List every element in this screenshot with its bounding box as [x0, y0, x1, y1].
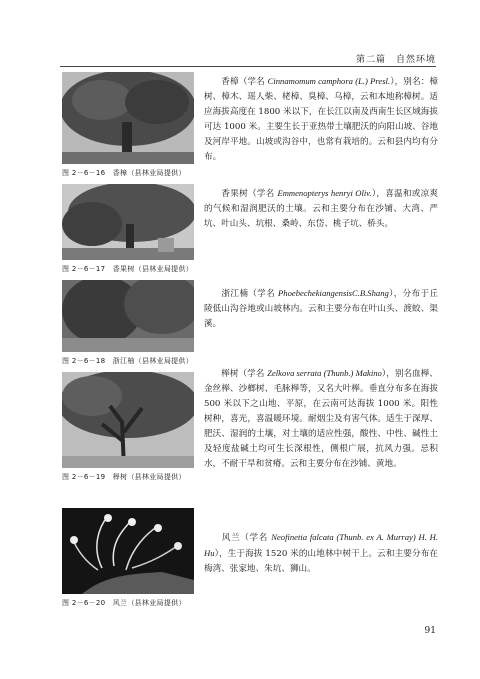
- species-entry-wind-orchid: 风兰（学名 Neofinetia falcata (Thunb. ex A. Murray) H. H. Hu），生于海拔 1520 米的山地林中树干上。云和主要分布在梅湾、张家地、朱坑、狮山。: [204, 532, 439, 574]
- figure-caption: 图 2－6－20 风兰（县林业局提供）: [62, 599, 186, 607]
- latin-name: Neofinetia falcata (Thunb. ex A. Murray) H. H. Hu: [204, 532, 438, 558]
- latin-name: Zelkova serrata (Thunb.) Makino: [267, 368, 382, 378]
- species-description: ，别名血榉、金丝榉、沙榔树、毛脉榉等，又名大叶榉。垂直分布多在海拔 500 米以下之山地、平原，在云南可达海拔 1000 米。阳性树种，喜光，喜温暖环境。耐烟尘及有害气体。适生于深厚、肥沃、湿润的土壤，对土壤的适应性强，酸性、中性、碱性土及轻度盐碱土均可生长深根性，侧根广展，抗风力强。忌积水，不耐干旱和贫瘠。云和主要分布在沙铺、黄地。: [204, 369, 438, 469]
- photo-zelkova-tree: [62, 372, 194, 468]
- species-name: 榉树: [221, 369, 239, 379]
- latin-name: PhoebechekiangensisC.B.Shang: [278, 288, 389, 298]
- latin-name: Emmenopterys henryi Oliv.: [277, 188, 372, 198]
- figure-caption: 图 2－6－17 香果树（县林业局提供）: [62, 265, 194, 273]
- species-name: 香果树: [221, 189, 248, 199]
- species-description: ，生于海拔 1520 米的山地林中树干上。云和主要分布在梅湾、张家地、朱坑、狮山。: [204, 549, 439, 574]
- photo-zhejiang-nanmu: [62, 280, 194, 352]
- species-description: ，喜温和或凉爽的气候和湿润肥沃的土壤。云和主要分布在沙铺、大湾、严坑、叶山头、坑根、桑岭、东岱、桃子坑、桥头。: [204, 189, 438, 229]
- photo-camphor-tree: [62, 72, 194, 164]
- species-name: 风兰: [221, 533, 241, 543]
- photo-wind-orchid: [62, 508, 194, 594]
- species-entry-zelkova: 榉树（学名 Zelkova serrata (Thunb.) Makino），别名血榉、金丝榉、沙榔树、毛脉榉等，又名大叶榉。垂直分布多在海拔 500 米以下之山地、平原，在云南可达海拔 1000 米。阳性树种，喜光，喜温暖环境。耐烟尘及有害气体。适生于深厚、肥沃、湿润的土壤，对土壤的适应性强，酸性、中性、碱性土及轻度盐碱土均可生长深根性，侧根广展，抗风力强。忌积水，不耐干旱和贫瘠。云和主要分布在沙铺、黄地。: [204, 368, 438, 469]
- species-entry-camphor: 香樟（学名 Cinnamomum camphora (L.) Presl.），别名：樟树、樟木、瑶人柴、栳樟、臭樟、乌樟，云和本地称樟树。适应海拔高度在 1800 米以下，在长江以南及西南生长区域海拔可达 1000 米。主要生长于亚热带土壤肥沃的向阳山坡、谷地及河岸平地。山坡或沟谷中，也常有栽培的。云和县内均有分布。: [204, 76, 438, 162]
- figure-caption: 图 2－6－19 榉树（县林业局提供）: [62, 473, 186, 481]
- species-description: ，分布于丘陵低山沟谷地或山坡林内。云和主要分布在叶山头、渡蛟、渠溪。: [204, 289, 438, 329]
- species-entry-zhejiang-nanmu: 浙江楠（学名 PhoebechekiangensisC.B.Shang），分布于丘陵低山沟谷地或山坡林内。云和主要分布在叶山头、渡蛟、渠溪。: [204, 288, 438, 329]
- figure-caption: 图 2－6－18 浙江柚（县林业局提供）: [62, 357, 194, 365]
- chapter-title: 第二篇 自然环境: [355, 55, 436, 65]
- latin-name: Cinnamomum camphora (L.) Presl.: [267, 76, 391, 86]
- species-description: ，别名：樟树、樟木、瑶人柴、栳樟、臭樟、乌樟，云和本地称樟树。适应海拔高度在 1800 米以下，在长江以南及西南生长区域海拔可达 1000 米。主要生长于亚热带土壤肥沃的向阳山坡、谷地及河岸平地。山坡或沟谷中，也常有栽培的。云和县内均有分布。: [204, 77, 438, 162]
- species-name: 浙江楠: [221, 289, 249, 299]
- species-name: 香樟: [221, 77, 239, 87]
- photo-emmenopterys-tree: [62, 184, 194, 260]
- header-rule: [60, 66, 436, 67]
- species-entry-emmenopterys: 香果树（学名 Emmenopterys henryi Oliv.），喜温和或凉爽的气候和湿润肥沃的土壤。云和主要分布在沙铺、大湾、严坑、叶山头、坑根、桑岭、东岱、桃子坑、桥头。: [204, 188, 438, 229]
- figure-caption: 图 2－6－16 香樟（县林业局提供）: [62, 169, 186, 177]
- page-number: 91: [424, 626, 436, 636]
